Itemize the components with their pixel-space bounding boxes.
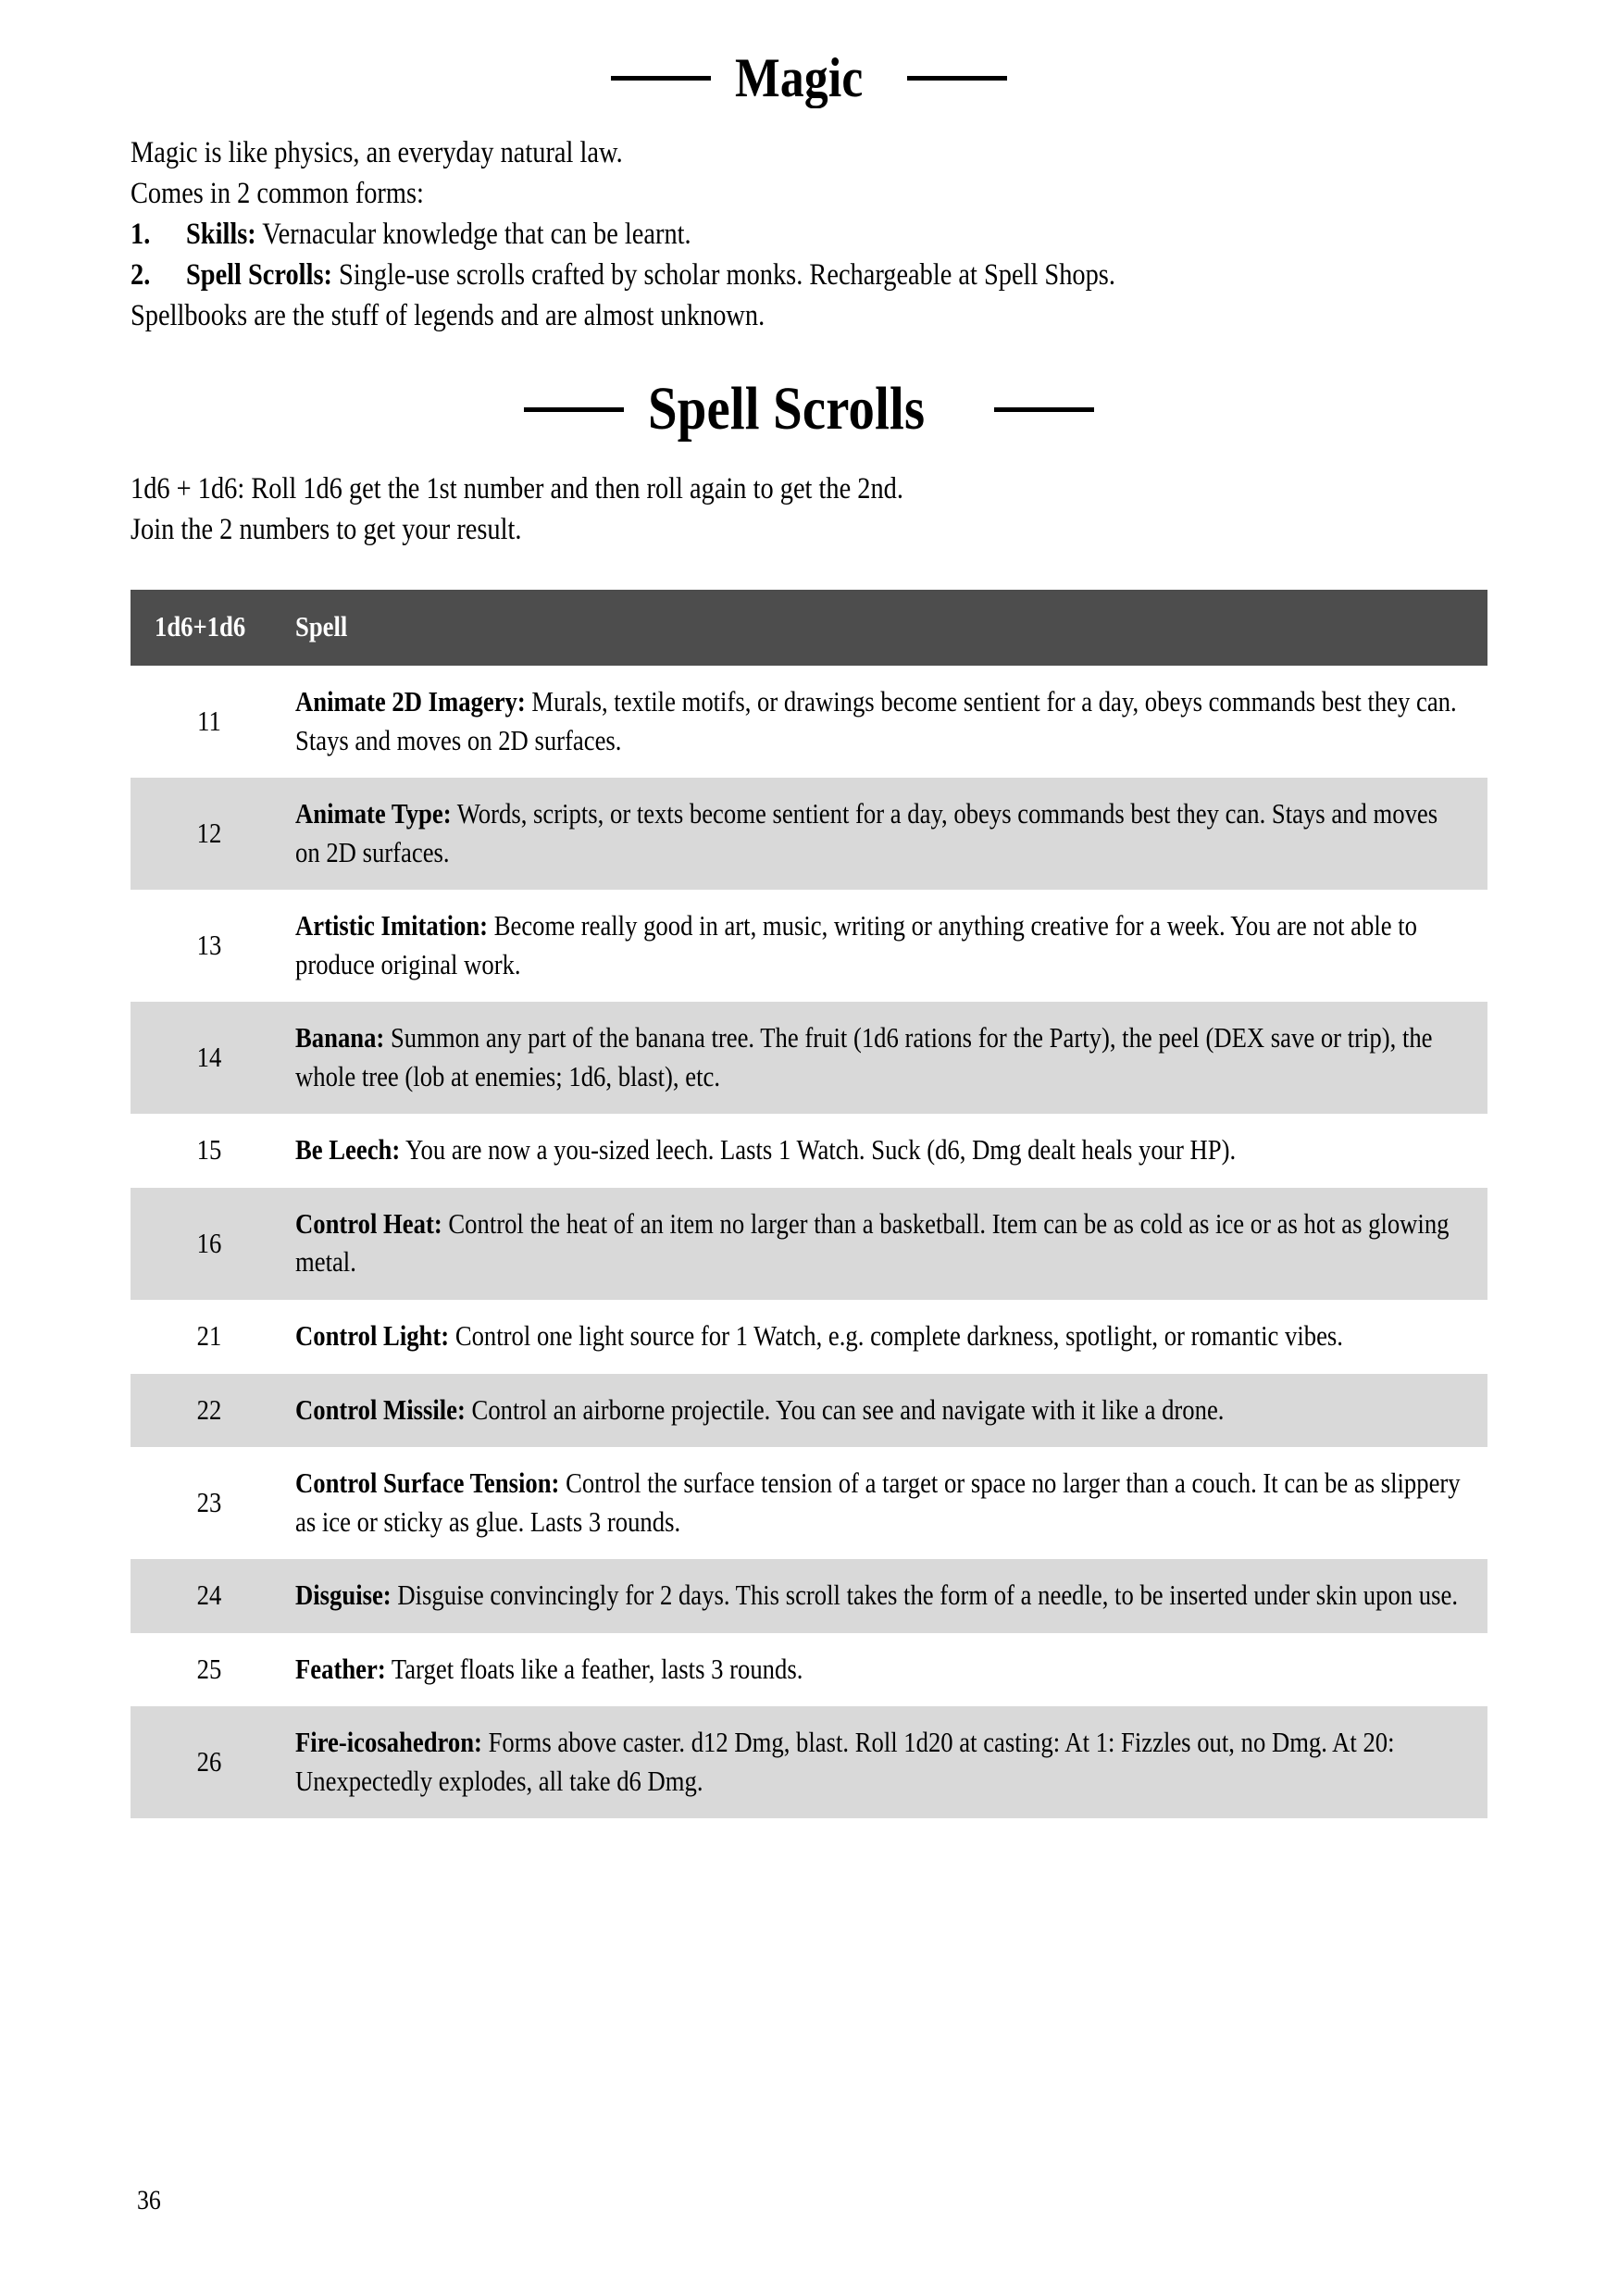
list-item-lead: Skills:	[186, 217, 256, 251]
spell-name: Disguise:	[295, 1578, 392, 1612]
spell-description-text	[295, 1018, 1463, 1095]
spell-effect-text: Murals, textile motifs, or drawings become sentient for a day, obeys commands best they can. Stays and moves on 2D surfaces.	[295, 685, 1457, 756]
list-item-lead: Spell Scrolls:	[186, 257, 332, 292]
cell-spell-description	[288, 1002, 1487, 1114]
spell-description-text	[295, 1316, 1463, 1355]
list-item-text	[186, 256, 1487, 296]
spell-effect-text: Words, scripts, or texts become sentient for a day, obeys commands best they can. Stays and moves on 2D surfaces.	[295, 797, 1438, 868]
spell-name: Be Leech:	[295, 1133, 401, 1167]
roll-value-text: 22	[196, 1392, 222, 1426]
page-number: 36	[137, 2185, 161, 2215]
cell-spell-description	[288, 666, 1487, 778]
spell-description-text	[295, 1204, 1463, 1281]
table-header	[131, 590, 1487, 666]
table-row	[131, 1002, 1487, 1114]
spell-scrolls-heading-text: Spell Scrolls	[648, 375, 926, 443]
cell-roll-value	[131, 778, 288, 890]
roll-value-text: 21	[196, 1318, 222, 1352]
spell-description-text	[295, 1723, 1463, 1800]
magic-form-list-item	[131, 256, 1487, 296]
spell-scrolls-section-heading	[133, 375, 1485, 443]
list-item-body: Vernacular knowledge that can be learnt.	[255, 217, 691, 251]
list-item-text	[186, 215, 1487, 256]
heading-rule-right-icon	[994, 407, 1094, 412]
spell-description-text	[295, 906, 1463, 983]
cell-spell-description	[288, 1374, 1487, 1448]
cell-spell-description	[288, 1300, 1487, 1374]
magic-form-list-item	[131, 215, 1487, 256]
spell-effect-text: You are now a you-sized leech. Lasts 1 Watch. Suck (d6, Dmg dealt heals your HP).	[400, 1133, 1237, 1167]
list-item-number: 1.	[131, 217, 151, 251]
spell-name: Fire-icosahedron:	[295, 1726, 482, 1759]
spell-scrolls-table	[131, 590, 1487, 1818]
spell-name: Control Missile:	[295, 1392, 466, 1426]
table-row	[131, 1114, 1487, 1188]
roll-value-text: 11	[197, 704, 221, 737]
table-row	[131, 1188, 1487, 1300]
spell-name: Control Surface Tension:	[295, 1466, 560, 1500]
roll-value-text: 13	[196, 929, 222, 962]
magic-section-heading	[133, 47, 1485, 108]
spell-description-text	[295, 1650, 1463, 1689]
table-body	[131, 666, 1487, 1818]
spell-effect-text: Control an airborne projectile. You can see and navigate with it like a drone.	[465, 1392, 1225, 1426]
spell-name: Control Light:	[295, 1318, 450, 1352]
spell-description-text	[295, 1130, 1463, 1169]
table-row	[131, 1374, 1487, 1448]
roll-value-text: 23	[196, 1485, 222, 1518]
roll-value-text: 25	[196, 1652, 222, 1685]
spell-description-text	[295, 1464, 1463, 1541]
spell-name: Control Heat:	[295, 1206, 442, 1240]
table-row	[131, 890, 1487, 1002]
heading-rule-right-icon	[907, 76, 1007, 81]
cell-roll-value	[131, 666, 288, 778]
cell-spell-description	[288, 778, 1487, 890]
cell-roll-value	[131, 1114, 288, 1188]
roll-value-text: 24	[196, 1578, 222, 1612]
spell-name: Animate Type:	[295, 797, 452, 830]
roll-value-text: 12	[196, 816, 222, 849]
roll-value-text: 15	[196, 1133, 222, 1167]
table-row	[131, 778, 1487, 890]
list-item-number: 2.	[131, 257, 151, 292]
cell-roll-value	[131, 1188, 288, 1300]
roll-instruction-line: Join the 2 numbers to get your result.	[131, 513, 522, 547]
cell-spell-description	[288, 1188, 1487, 1300]
magic-intro-line: Magic is like physics, an everyday natural law.	[131, 136, 623, 169]
cell-spell-description	[288, 1559, 1487, 1633]
cell-spell-description	[288, 1447, 1487, 1559]
cell-roll-value	[131, 890, 288, 1002]
cell-spell-description	[288, 890, 1487, 1002]
spell-effect-text: Become really good in art, music, writing or anything creative for a week. You are not able to produce original work.	[295, 909, 1417, 980]
heading-rule-left-icon	[611, 76, 711, 81]
spell-effect-text: Summon any part of the banana tree. The fruit (1d6 rations for the Party), the peel (DEX save or trip), the whole tree (lob at enemies; 1d6, blast), etc.	[295, 1021, 1433, 1092]
spell-description-text	[295, 682, 1463, 759]
column-header-roll: 1d6+1d6	[131, 590, 288, 666]
roll-value-text: 14	[196, 1041, 222, 1074]
cell-roll-value	[131, 1706, 288, 1818]
spell-effect-text: Control one light source for 1 Watch, e.g. complete darkness, spotlight, or romantic vibes.	[449, 1318, 1343, 1352]
magic-closing-line: Spellbooks are the stuff of legends and are almost unknown.	[131, 298, 765, 332]
magic-intro-line: Comes in 2 common forms:	[131, 176, 424, 210]
spell-description-text	[295, 1391, 1463, 1429]
table-row	[131, 1559, 1487, 1633]
cell-roll-value	[131, 1374, 288, 1448]
table-row	[131, 1300, 1487, 1374]
table-row	[131, 666, 1487, 778]
roll-instruction-line: 1d6 + 1d6: Roll 1d6 get the 1st number and then roll again to get the 2nd.	[131, 472, 903, 506]
spell-effect-text: Control the heat of an item no larger than a basketball. Item can be as cold as ice or as hot as glowing metal.	[295, 1206, 1450, 1279]
roll-instructions-block	[131, 469, 1487, 551]
table-row	[131, 1447, 1487, 1559]
spell-effect-text: Disguise convincingly for 2 days. This scroll takes the form of a needle, to be inserted under skin upon use.	[391, 1578, 1459, 1612]
spell-effect-text: Control the surface tension of a target or space no larger than a couch. It can be as slippery as ice or sticky as glue. Lasts 3 rounds.	[295, 1466, 1461, 1538]
spell-effect-text: Forms above caster. d12 Dmg, blast. Roll 1d20 at casting: At 1: Fizzles out, no Dmg. At 20: Unexpectedly explodes, all take d6 Dmg.	[295, 1726, 1395, 1797]
cell-roll-value	[131, 1559, 288, 1633]
roll-value-text: 16	[196, 1226, 222, 1259]
magic-intro-block	[131, 133, 1487, 336]
cell-roll-value	[131, 1300, 288, 1374]
cell-roll-value	[131, 1447, 288, 1559]
spell-description-text	[295, 1576, 1463, 1615]
spell-name: Animate 2D Imagery:	[295, 685, 526, 718]
cell-spell-description	[288, 1633, 1487, 1707]
heading-rule-left-icon	[524, 407, 624, 412]
spell-name: Artistic Imitation:	[295, 909, 489, 942]
spell-name: Banana:	[295, 1021, 385, 1054]
table-row	[131, 1633, 1487, 1707]
table-row	[131, 1706, 1487, 1818]
cell-roll-value	[131, 1633, 288, 1707]
spell-name: Feather:	[295, 1652, 386, 1685]
column-header-spell: Spell	[288, 590, 1487, 666]
roll-value-text: 26	[196, 1744, 222, 1778]
table-header-row	[131, 590, 1487, 666]
cell-roll-value	[131, 1002, 288, 1114]
magic-heading-text: Magic	[734, 47, 863, 108]
cell-spell-description	[288, 1114, 1487, 1188]
spell-description-text	[295, 794, 1463, 871]
list-item-body: Single-use scrolls crafted by scholar monks. Rechargeable at Spell Shops.	[331, 257, 1115, 292]
cell-spell-description	[288, 1706, 1487, 1818]
spell-effect-text: Target floats like a feather, lasts 3 rounds.	[385, 1652, 803, 1685]
